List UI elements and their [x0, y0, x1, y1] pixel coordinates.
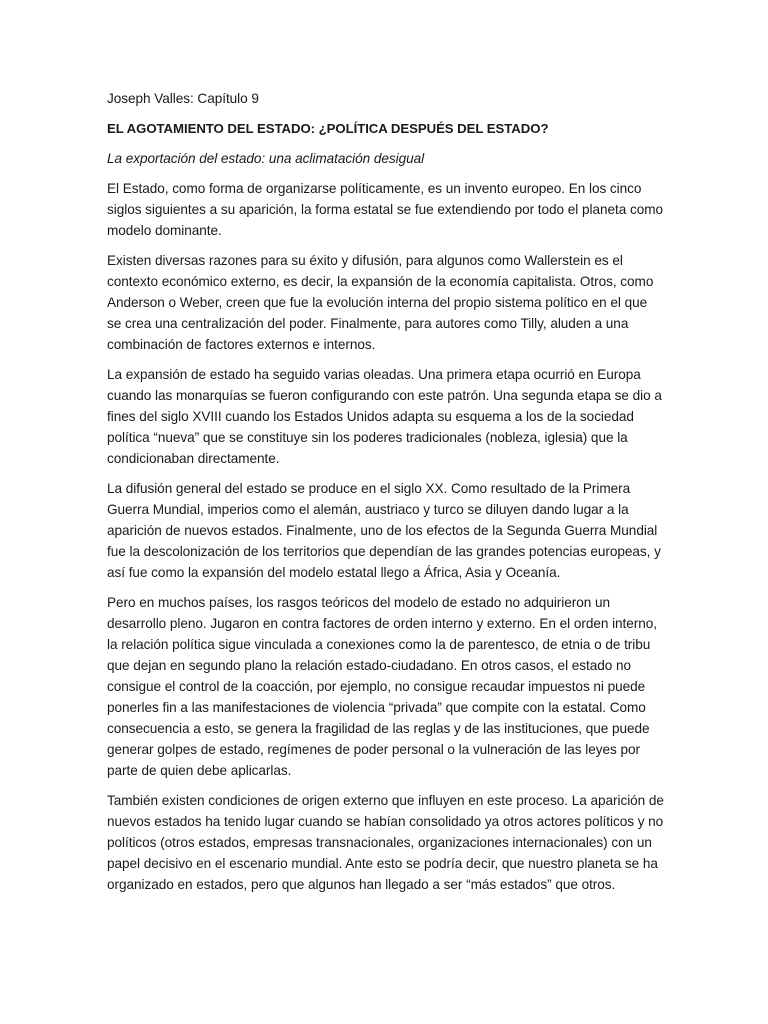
- section-subtitle: La exportación del estado: una aclimatación desigual: [107, 151, 425, 166]
- paragraph-1: El Estado, como forma de organizarse políticamente, es un invento europeo. En los cinco siglos siguientes a su aparición, la forma estatal se fue extendiendo por todo el planeta como modelo dominante.: [107, 181, 664, 238]
- document-title: EL AGOTAMIENTO DEL ESTADO: ¿POLÍTICA DESPUÉS DEL ESTADO?: [107, 121, 549, 136]
- paragraph-5: Pero en muchos países, los rasgos teóricos del modelo de estado no adquirieron un desarrollo pleno. Jugaron en contra factores de orden interno y externo. En el orden interno, la relación política sigue vinculada a conexiones como la de parentesco, de etnia o de tribu que dejan en segundo plano la relación estado-ciudadano. En otros casos, el estado no consigue el control de la coacción, por ejemplo, no consigue recaudar impuestos ni puede ponerles fin a las manifestaciones de violencia “privada” que compite con la estatal. Como consecuencia a esto, se genera la fragilidad de las reglas y de las instituciones, que puede generar golpes de estado, regímenes de poder personal o la vulneración de las leyes por parte de quien debe aplicarlas.: [107, 595, 658, 778]
- paragraph-3: La expansión de estado ha seguido varias oleadas. Una primera etapa ocurrió en Europa cuando las monarquías se fueron configurando con este patrón. Una segunda etapa se dio a fines del siglo XVIII cuando los Estados Unidos adapta su esquema a los de la sociedad política “nueva” que se constituye sin los poderes tradicionales (nobleza, iglesia) que la condicionaban directamente.: [107, 367, 662, 466]
- document-page: [107, 88, 665, 904]
- author-chapter-line: Joseph Valles: Capítulo 9: [107, 91, 259, 106]
- paragraph-2: Existen diversas razones para su éxito y difusión, para algunos como Wallerstein es el contexto económico externo, es decir, la expansión de la economía capitalista. Otros, como Anderson o Weber, creen que fue la evolución interna del propio sistema político en el que se crea una centralización del poder. Finalmente, para autores como Tilly, aluden a una combinación de factores externos e internos.: [107, 253, 654, 352]
- paragraph-6: También existen condiciones de origen externo que influyen en este proceso. La aparición de nuevos estados ha tenido lugar cuando se habían consolidado ya otros actores políticos y no políticos (otros estados, empresas transnacionales, organizaciones internacionales) con un papel decisivo en el escenario mundial. Ante esto se podría decir, que nuestro planeta se ha organizado en estados, pero que algunos han llegado a ser “más estados” que otros.: [107, 793, 664, 892]
- paragraph-4: La difusión general del estado se produce en el siglo XX. Como resultado de la Primera Guerra Mundial, imperios como el alemán, austriaco y turco se diluyen dando lugar a la aparición de nuevos estados. Finalmente, uno de los efectos de la Segunda Guerra Mundial fue la descolonización de los territorios que dependían de las grandes potencias europeas, y así fue como la expansión del modelo estatal llego a África, Asia y Oceanía.: [107, 481, 661, 580]
